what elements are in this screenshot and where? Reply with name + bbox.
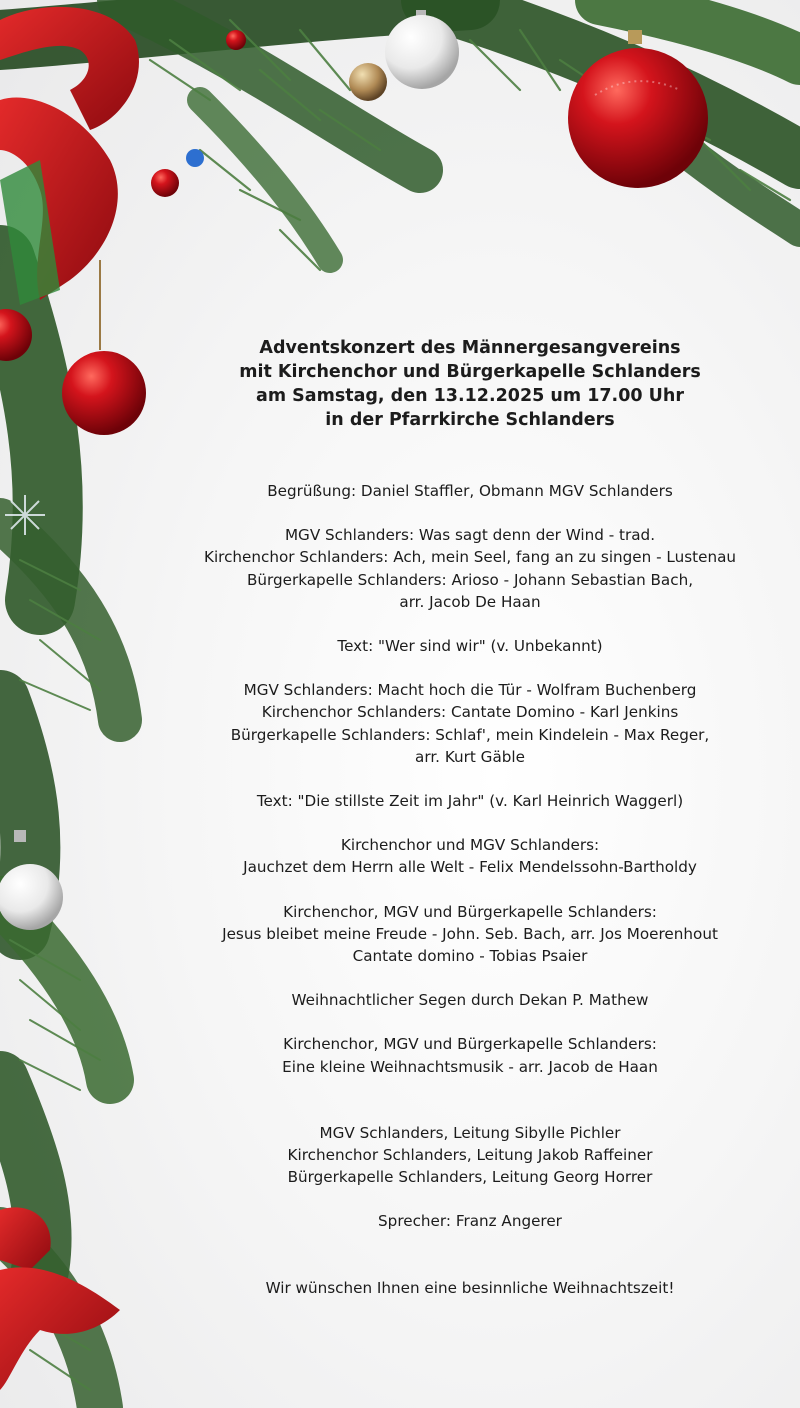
program-item-finale [160, 1033, 780, 1077]
program-line: Kirchenchor Schlanders: Cantate Domino - Karl Jenkins [261, 703, 679, 722]
program-item-blessing [160, 989, 780, 1011]
title-line: am Samstag, den 13.12.2025 um 17.00 Uhr [256, 386, 684, 406]
program-line: Bürgerkapelle Schlanders, Leitung Georg Horrer [287, 1168, 653, 1187]
program-list [160, 480, 780, 1299]
program-line: Kirchenchor und MGV Schlanders: [340, 836, 600, 855]
closing-wish [160, 1277, 780, 1299]
program-item-text-1 [160, 635, 780, 657]
program-line: Bürgerkapelle Schlanders: Arioso - Johann Sebastian Bach, [246, 570, 694, 589]
title-line: mit Kirchenchor und Bürgerkapelle Schlanders [239, 362, 701, 382]
program-line: Wir wünschen Ihnen eine besinnliche Weihnachtszeit! [265, 1278, 675, 1297]
program-line: arr. Jacob De Haan [399, 592, 541, 611]
program-item-part-3 [160, 834, 780, 878]
concert-title [160, 336, 780, 432]
program-line: MGV Schlanders: Was sagt denn der Wind - trad. [284, 526, 656, 545]
program-item-text-2 [160, 790, 780, 812]
program-item-part-4 [160, 901, 780, 968]
program-line: Eine kleine Weihnachtsmusik - arr. Jacob de Haan [282, 1057, 658, 1076]
program-line: Text: "Die stillste Zeit im Jahr" (v. Karl Heinrich Waggerl) [256, 792, 684, 811]
program-line: MGV Schlanders: Macht hoch die Tür - Wolfram Buchenberg [243, 681, 697, 700]
program-line: Kirchenchor, MGV und Bürgerkapelle Schlanders: [283, 902, 657, 921]
program-item-part-1 [160, 524, 780, 613]
program-line: Jauchzet dem Herrn alle Welt - Felix Mendelssohn-Bartholdy [243, 858, 697, 877]
program-line: Cantate domino - Tobias Psaier [352, 947, 588, 966]
program-line: Begrüßung: Daniel Staffler, Obmann MGV Schlanders [267, 482, 673, 500]
program-item-speaker [160, 1210, 780, 1232]
program-line: Jesus bleibet meine Freude - John. Seb. Bach, arr. Jos Moerenhout [222, 924, 718, 943]
program-line: Text: "Wer sind wir" (v. Unbekannt) [337, 637, 603, 656]
program-item-welcome [160, 480, 780, 502]
program-line: Weihnachtlicher Segen durch Dekan P. Mathew [291, 991, 649, 1010]
snowflake-icon [5, 495, 45, 535]
title-line: Adventskonzert des Männergesangvereins [259, 338, 681, 358]
ornament-red-left [62, 260, 146, 435]
program-line: Kirchenchor, MGV und Bürgerkapelle Schlanders: [283, 1035, 657, 1054]
program-line: Kirchenchor Schlanders: Ach, mein Seel, fang an zu singen - Lustenau [203, 548, 737, 567]
program-line: Bürgerkapelle Schlanders: Schlaf', mein Kindelein - Max Reger, [230, 725, 710, 744]
program-line: arr. Kurt Gäble [415, 747, 525, 766]
program-line: MGV Schlanders, Leitung Sibylle Pichler [319, 1123, 621, 1142]
flyer-content [160, 336, 780, 1321]
ornament-gold-small [349, 63, 387, 101]
program-item-conductors [160, 1122, 780, 1189]
title-line: in der Pfarrkirche Schlanders [325, 410, 615, 430]
program-line: Sprecher: Franz Angerer [378, 1212, 562, 1231]
program-line: Kirchenchor Schlanders, Leitung Jakob Raffeiner [287, 1146, 653, 1165]
program-item-part-2 [160, 679, 780, 768]
